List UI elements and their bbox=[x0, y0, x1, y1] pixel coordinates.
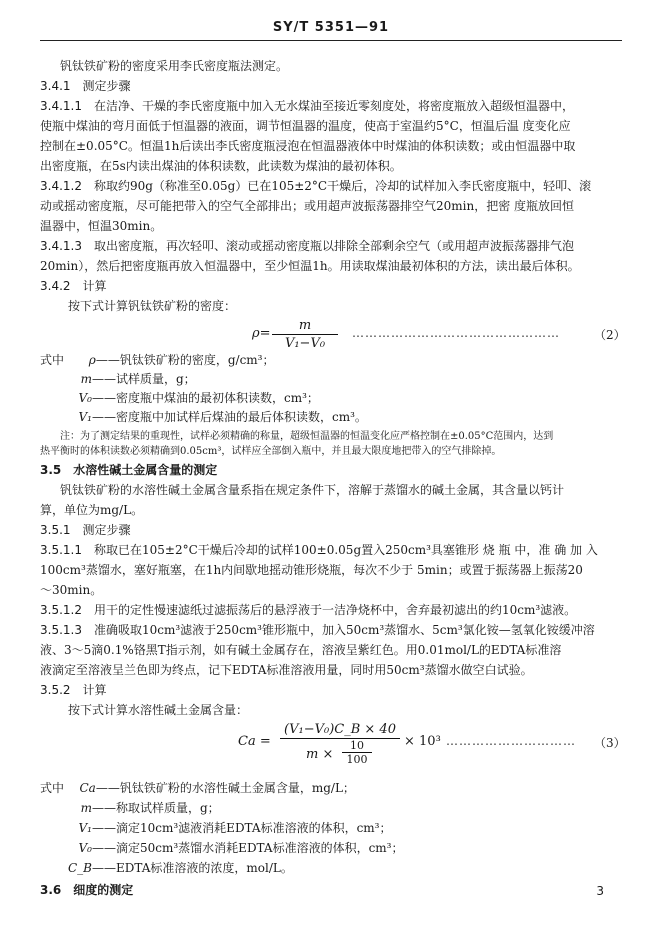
def-text: ——密度瓶中煤油的最初体积读数，cm³； bbox=[92, 391, 319, 405]
section-title: 测定步骤 bbox=[82, 79, 131, 93]
section-3-5-line-1: 钒钛铁矿粉的水溶性碱土金属含量系指在规定条件下，溶解于蒸馏水的碱土金属，其含量以钙计 bbox=[60, 483, 565, 497]
para-3-4-1-1-line-4: 出密度瓶，在5s内读出煤油的体积读数，此读数为煤油的最初体积。 bbox=[40, 159, 402, 173]
page-number: 3 bbox=[596, 884, 604, 898]
para-number: 3.5.1.1 bbox=[40, 543, 82, 557]
formula-lhs: Ca = bbox=[238, 734, 271, 749]
def-text: ——滴定10cm³滤液消耗EDTA标准溶液的体积，cm³； bbox=[92, 821, 392, 835]
def-symbol: m bbox=[80, 372, 92, 386]
den-den: 100 bbox=[346, 753, 368, 766]
section-number: 3.5.1 bbox=[40, 523, 71, 537]
para-3-5-1-1-line-3: ～30min。 bbox=[40, 583, 103, 597]
para-text: 准确吸取10cm³滤液于250cm³锥形瓶中，加入50cm³蒸馏水、5cm³氯化铵—氢氧化铵缓冲溶 bbox=[93, 623, 595, 637]
para-3-5-1-3-line-3: 液滴定至溶液呈兰色即为终点，记下EDTA标准溶液用量，同时用50cm³蒸馏水做空白试验。 bbox=[40, 663, 533, 677]
section-title: 计算 bbox=[82, 279, 107, 293]
para-number: 3.5.1.3 bbox=[40, 623, 82, 637]
formula-numerator: (V₁−V₀)C_B × 40 bbox=[280, 722, 400, 739]
den-fraction bbox=[342, 739, 372, 766]
section-title: 水溶性碱土金属含量的测定 bbox=[73, 463, 218, 477]
section-title: 测定步骤 bbox=[82, 523, 131, 537]
section-number: 3.4.1 bbox=[40, 79, 71, 93]
section-title: 细度的测定 bbox=[73, 883, 134, 897]
formula-denominator bbox=[280, 739, 400, 774]
def-symbol: C_B bbox=[68, 861, 92, 875]
para-3-5-1-3-line-2: 液、3～5滴0.1%铬黑T指示剂，如有碱土金属存在，溶液呈紫红色。用0.01mol/L的EDTA标准溶 bbox=[40, 643, 562, 657]
where-def-ca bbox=[40, 780, 624, 796]
section-3-4-2-heading bbox=[40, 278, 624, 294]
para-number: 3.5.1.2 bbox=[40, 603, 82, 617]
def-text: ——EDTA标准溶液的浓度，mol/L。 bbox=[92, 861, 293, 875]
def-symbol: V₁ bbox=[78, 821, 92, 835]
where-def-m bbox=[64, 800, 624, 816]
def-text: ——称取试样质量，g； bbox=[92, 801, 220, 815]
where-def-3 bbox=[64, 390, 624, 406]
formula-numerator: m bbox=[272, 318, 338, 335]
para-3-4-1-1-line-2: 使瓶中煤油的弯月面低于恒温器的液面，调节恒温器的温度，使高于室温约5°C，恒温后温 度变化应 bbox=[40, 119, 571, 133]
section-3-5-1-heading bbox=[40, 522, 624, 538]
header-rule bbox=[40, 40, 622, 41]
where-def-cb bbox=[64, 860, 624, 876]
note-line-2: 热平衡时的体积读数必须精确到0.05cm³，试样应全部倒入瓶中，并且最大限度地把带入的空气排除掉。 bbox=[40, 446, 502, 457]
para-number: 3.4.1.1 bbox=[40, 99, 82, 113]
den-prefix: m × bbox=[306, 747, 334, 762]
para-3-5-1-3-line-1 bbox=[40, 622, 624, 638]
def-symbol: Ca bbox=[79, 781, 96, 795]
formula-fraction bbox=[272, 318, 338, 351]
where-def-1 bbox=[40, 352, 624, 368]
def-symbol: m bbox=[80, 801, 92, 815]
para-number: 3.4.1.2 bbox=[40, 179, 82, 193]
equation-number: （2） bbox=[594, 328, 626, 342]
section-number: 3.5.2 bbox=[40, 683, 71, 697]
def-text: ——钒钛铁矿粉的水溶性碱土金属含量，mg/L； bbox=[95, 781, 355, 795]
formula-tail: × 10³ bbox=[404, 734, 441, 749]
section-3-6-heading bbox=[40, 882, 624, 898]
where-def-4 bbox=[64, 409, 624, 425]
para-text: 称取约90g（称准至0.05g）已在105±2°C干燥后，冷却的试样加入李氏密度瓶中，轻叩、滚 bbox=[93, 179, 592, 193]
para-3-4-1-2-line-3: 温器中，恒温30min。 bbox=[40, 219, 163, 233]
where-def-2 bbox=[64, 371, 624, 387]
def-text: ——钒钛铁矿粉的密度，g/cm³； bbox=[95, 353, 275, 367]
formula-lhs: ρ= bbox=[252, 326, 271, 341]
section-number: 3.5 bbox=[40, 463, 62, 477]
section-3-5-line-2: 算，单位为mg/L。 bbox=[40, 503, 144, 517]
para-number: 3.4.1.3 bbox=[40, 239, 82, 253]
para-text: 称取已在105±2°C干燥后冷却的试样100±0.05g置入250cm³具塞锥形 烧 瓶 中，准 确 加 入 bbox=[93, 543, 598, 557]
def-symbol: ρ bbox=[88, 353, 96, 367]
section-number: 3.4.2 bbox=[40, 279, 71, 293]
para-text: 用干的定性慢速滤纸过滤振荡后的悬浮液于一洁净烧杯中，舍弃最初滤出的约10cm³滤液。 bbox=[93, 603, 577, 617]
def-text: ——试样质量，g； bbox=[92, 372, 196, 386]
def-text: ——滴定50cm³蒸馏水消耗EDTA标准溶液的体积，cm³； bbox=[92, 841, 404, 855]
para-3-5-1-1-line-2: 100cm³蒸馏水，塞好瓶塞，在1h内间歇地摇动锥形烧瓶，每次不少于 5min；或置于振荡器上振荡20 bbox=[40, 563, 583, 577]
para-3-4-1-3-line-1 bbox=[40, 238, 624, 254]
para-3-4-1-1-line-1 bbox=[40, 98, 624, 114]
where-label: 式中 bbox=[40, 353, 65, 367]
section-3-5-heading bbox=[40, 462, 624, 478]
equation-number: （3） bbox=[594, 736, 626, 750]
standard-header: SY/T 5351—91 bbox=[272, 20, 390, 35]
leader-dots: ………………………… bbox=[446, 734, 576, 748]
formula-2-intro: 按下式计算钒钛铁矿粉的密度： bbox=[68, 299, 237, 313]
para-3-4-1-2-line-2: 动或摇动密度瓶，尽可能把带入的空气全部排出；或用超声波振荡器排空气20min，把密 度瓶放回恒 bbox=[40, 199, 575, 213]
section-title: 计算 bbox=[82, 683, 107, 697]
para-3-5-1-1-line-1 bbox=[40, 542, 624, 558]
section-number: 3.6 bbox=[40, 883, 62, 897]
section-3-4-1-heading bbox=[40, 78, 624, 94]
para-3-4-1-3-line-2: 20min），然后把密度瓶再放入恒温器中，至少恒温1h。用读取煤油最初体积的方法，读出最后体积。 bbox=[40, 259, 580, 273]
def-symbol: V₁ bbox=[78, 410, 92, 424]
where-def-v1 bbox=[64, 820, 624, 836]
para-text: 取出密度瓶，再次轻叩、滚动或摇动密度瓶以排除全部剩余空气（或用超声波振荡器排气泡 bbox=[93, 239, 574, 253]
formula-denominator: V₁−V₀ bbox=[284, 336, 326, 351]
para-3-4-1-1-line-3: 控制在±0.05°C。恒温1h后读出李氏密度瓶浸泡在恒温器液体中时煤油的体积读数；或由恒温器中取 bbox=[40, 139, 576, 153]
para-3-4-1-2-line-1 bbox=[40, 178, 624, 194]
def-symbol: V₀ bbox=[78, 391, 92, 405]
para-text: 在洁净、干燥的李氏密度瓶中加入无水煤油至接近零刻度处，将密度瓶放入超级恒温器中， bbox=[93, 99, 574, 113]
para-3-5-1-2 bbox=[40, 602, 624, 618]
leader-dots: ………………………………………… bbox=[352, 326, 560, 340]
intro-text: 钒钛铁矿粉的密度采用李氏密度瓶法测定。 bbox=[60, 59, 289, 73]
formula-fraction bbox=[280, 722, 400, 774]
den-num: 10 bbox=[342, 739, 372, 753]
section-3-5-2-heading bbox=[40, 682, 624, 698]
def-symbol: V₀ bbox=[78, 841, 92, 855]
note-line-1: 注：为了测定结果的重现性，试样必须精确的称量，超级恒温器的恒温变化应严格控制在±0.05°C范围内，达到 bbox=[60, 431, 554, 442]
where-label: 式中 bbox=[40, 781, 65, 795]
formula-3-intro: 按下式计算水溶性碱土金属含量： bbox=[68, 703, 249, 717]
where-def-v0 bbox=[64, 840, 624, 856]
def-text: ——密度瓶中加试样后煤油的最后体积读数，cm³。 bbox=[92, 410, 367, 424]
